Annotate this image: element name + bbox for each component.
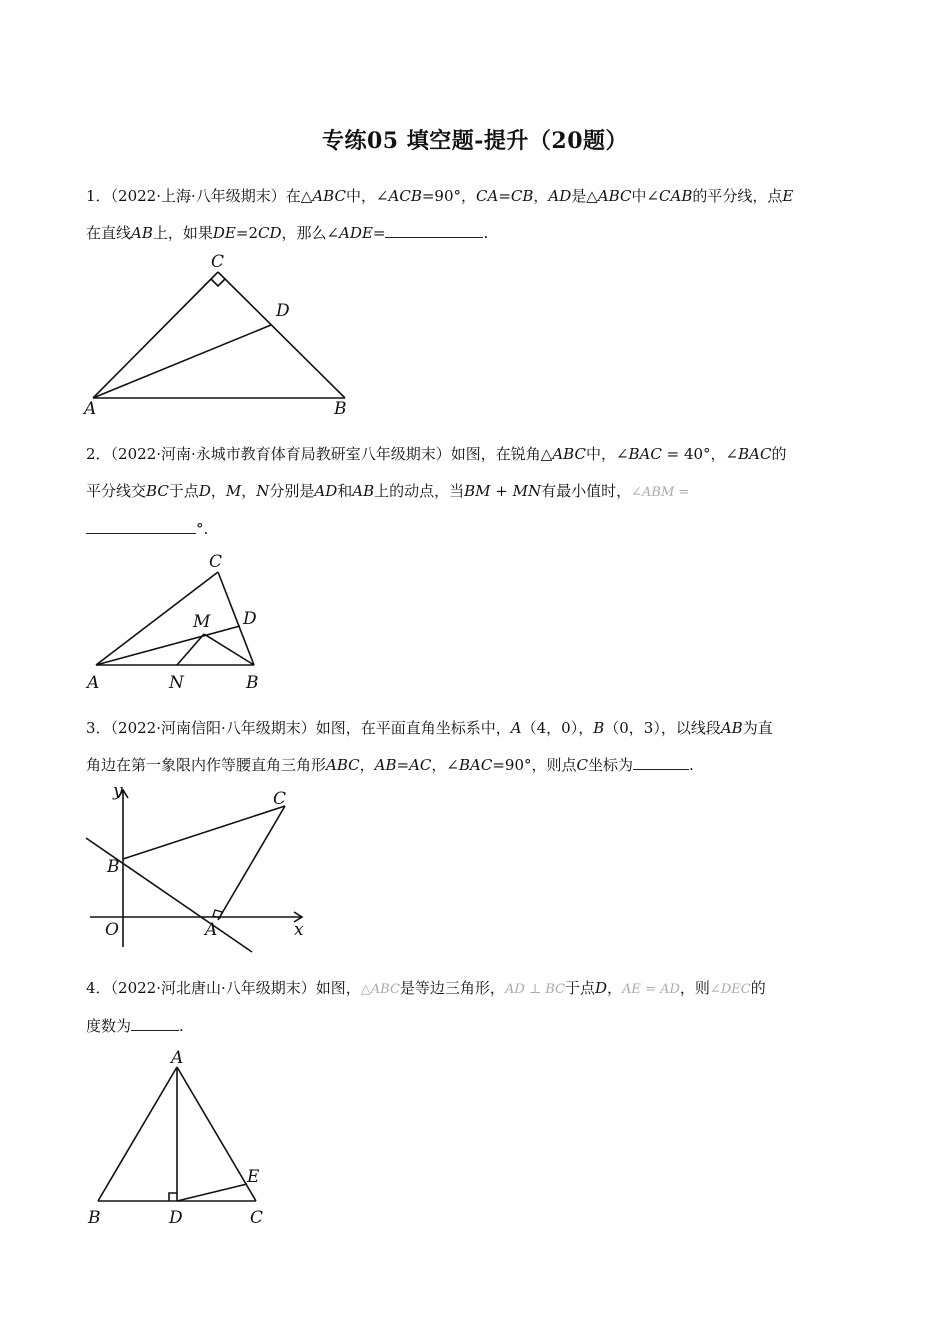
question-3-line-2: 角边在第一象限内作等腰直角三角形ABC，AB=AC，∠BAC=90°，则点C坐标为 . bbox=[86, 747, 866, 784]
fig1-label-b: B bbox=[334, 399, 347, 419]
fig3-label-y: y bbox=[113, 781, 123, 801]
answer-blank-1[interactable] bbox=[385, 221, 483, 238]
fig1-label-d: D bbox=[276, 301, 290, 321]
answer-blank-3[interactable] bbox=[633, 753, 689, 770]
figure-4 bbox=[80, 1045, 280, 1230]
fig1-right-angle-mark bbox=[211, 279, 225, 286]
fig1-bisector-ad bbox=[93, 325, 271, 398]
fig4-side-ac bbox=[177, 1067, 256, 1201]
fig3-right-angle-mark bbox=[213, 910, 222, 918]
answer-blank-2[interactable] bbox=[86, 517, 196, 534]
question-2-line-3: °. bbox=[86, 511, 866, 548]
question-3 bbox=[86, 710, 866, 784]
question-1 bbox=[86, 178, 866, 252]
fig3-side-ac bbox=[218, 806, 285, 920]
fig2-label-b: B bbox=[246, 673, 259, 693]
fig4-label-a: A bbox=[171, 1048, 184, 1068]
fig3-label-b: B bbox=[107, 857, 120, 877]
fig3-side-bc bbox=[123, 806, 285, 859]
fig2-bisector-ad bbox=[96, 626, 240, 665]
question-4-line-1: 4．（2022·河北唐山·八年级期末）如图，△ABC是等边三角形，AD ⊥ BC于点D，AE = AD，则∠DEC的 bbox=[86, 979, 766, 997]
fig2-label-m: M bbox=[193, 612, 211, 632]
fig2-label-a: A bbox=[87, 673, 100, 693]
fig4-right-angle-mark bbox=[169, 1193, 177, 1201]
fig4-label-c: C bbox=[250, 1208, 264, 1228]
figure-2 bbox=[80, 548, 280, 698]
question-4 bbox=[86, 970, 866, 1045]
page-title: 专练05 填空题-提升（20题） bbox=[321, 128, 629, 154]
fig3-label-c: C bbox=[273, 789, 287, 809]
question-2-line-2: 平分线交BC于点D，M，N分别是AD和AB上的动点，当BM + MN有最小值时，∠ABM = bbox=[86, 482, 690, 500]
answer-blank-4[interactable] bbox=[131, 1014, 179, 1031]
figure-1 bbox=[80, 250, 370, 420]
fig1-side-cb bbox=[218, 272, 345, 398]
fig1-label-c: C bbox=[211, 252, 225, 272]
fig2-segment-mb bbox=[204, 634, 254, 665]
fig2-label-c: C bbox=[209, 552, 223, 572]
fig4-label-e: E bbox=[247, 1167, 260, 1187]
fig4-segment-de bbox=[177, 1184, 247, 1201]
figure-3 bbox=[80, 782, 320, 952]
question-2-line-1: 2．（2022·河南·永城市教育体育局教研室八年级期末）如图，在锐角△ABC中，∠BAC = 40°，∠BAC的 bbox=[86, 445, 787, 463]
question-1-line-1: 1．（2022·上海·八年级期末）在△ABC中，∠ACB=90°，CA=CB，AD是△ABC中∠CAB的平分线，点E bbox=[86, 187, 794, 205]
fig2-label-n: N bbox=[169, 673, 184, 693]
question-1-line-2: 在直线AB上，如果DE=2CD，那么∠ADE= . bbox=[86, 215, 866, 252]
fig4-label-d: D bbox=[169, 1208, 183, 1228]
fig3-label-a: A bbox=[205, 920, 218, 940]
question-2 bbox=[86, 436, 866, 548]
fig3-label-o: O bbox=[105, 920, 119, 940]
fig2-label-d: D bbox=[243, 609, 257, 629]
question-3-line-1: 3．（2022·河南信阳·八年级期末）如图，在平面直角坐标系中，A（4，0），B（0，3），以线段AB为直 bbox=[86, 719, 773, 737]
question-4-line-2: 度数为 . bbox=[86, 1008, 866, 1045]
fig1-label-a: A bbox=[84, 399, 97, 419]
fig4-label-b: B bbox=[88, 1208, 101, 1228]
fig3-label-x: x bbox=[294, 920, 304, 940]
fig1-side-ca bbox=[93, 272, 218, 398]
fig4-side-ab bbox=[98, 1067, 177, 1201]
